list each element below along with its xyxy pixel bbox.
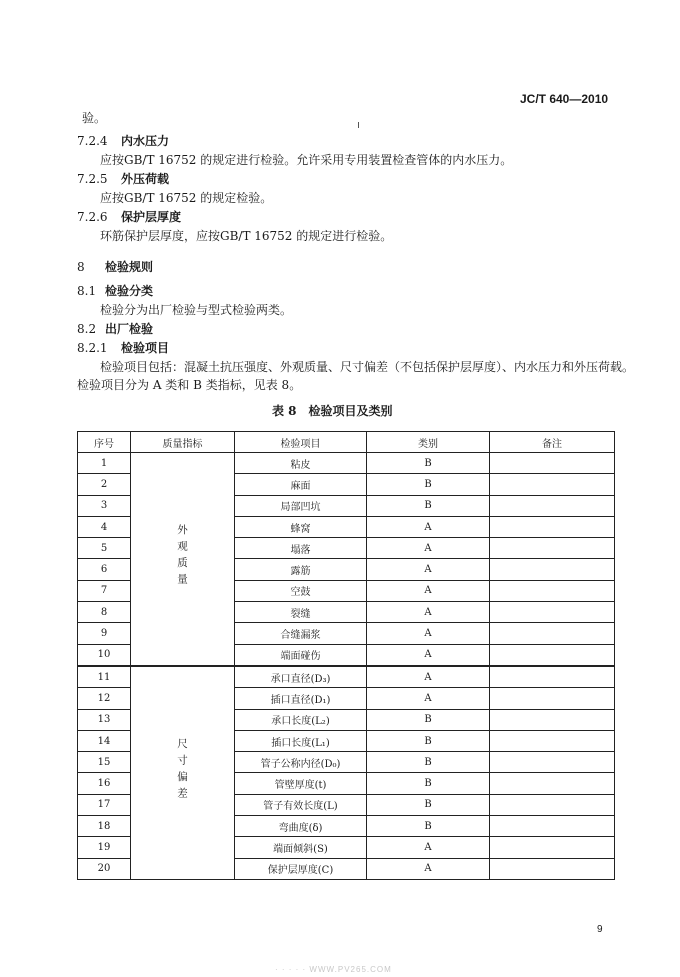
note-cell	[490, 602, 615, 623]
section-number: 8.1	[77, 284, 97, 298]
section-number: 7.2.4	[77, 134, 108, 148]
row-number: 16	[78, 773, 131, 794]
row-number: 9	[78, 623, 131, 644]
row-number: 3	[78, 495, 131, 516]
note-cell	[490, 816, 615, 837]
class-cell: A	[367, 559, 490, 580]
row-number: 2	[78, 474, 131, 495]
page-number: 9	[597, 924, 603, 935]
header-cell: 序号	[78, 432, 131, 453]
table-row	[78, 666, 615, 688]
row-number: 15	[78, 752, 131, 773]
section-7-2-4-heading	[77, 133, 169, 149]
inspection-table	[77, 431, 615, 880]
section-number: 8.2	[77, 322, 97, 336]
item-cell: 管子有效长度(L)	[235, 794, 367, 815]
item-cell: 端面碰伤	[235, 644, 367, 666]
row-number: 10	[78, 644, 131, 666]
row-number: 5	[78, 538, 131, 559]
item-cell: 合缝漏浆	[235, 623, 367, 644]
note-cell	[490, 730, 615, 751]
item-cell: 粘皮	[235, 453, 367, 474]
scan-mark	[358, 122, 359, 128]
class-cell: A	[367, 538, 490, 559]
row-number: 6	[78, 559, 131, 580]
document-id: JC/T 640—2010	[520, 92, 609, 106]
item-cell: 承口直径(D₃)	[235, 666, 367, 688]
item-cell: 插口长度(L₁)	[235, 730, 367, 751]
header-cell: 检验项目	[235, 432, 367, 453]
note-cell	[490, 559, 615, 580]
class-cell: B	[367, 752, 490, 773]
section-number: 8.2.1	[77, 341, 108, 355]
class-cell: B	[367, 773, 490, 794]
row-number: 11	[78, 666, 131, 688]
class-cell: B	[367, 794, 490, 815]
row-number: 8	[78, 602, 131, 623]
note-cell	[490, 580, 615, 601]
item-cell: 局部凹坑	[235, 495, 367, 516]
quality-group-cell	[131, 666, 235, 879]
class-cell: A	[367, 602, 490, 623]
quality-group-cell	[131, 453, 235, 666]
section-title: 检验分类	[105, 284, 154, 298]
note-cell	[490, 688, 615, 709]
note-cell	[490, 644, 615, 666]
item-cell: 插口直径(D₁)	[235, 688, 367, 709]
class-cell: B	[367, 495, 490, 516]
note-cell	[490, 794, 615, 815]
class-cell: B	[367, 709, 490, 730]
section-8-heading	[77, 259, 153, 275]
note-cell	[490, 709, 615, 730]
section-number: 7.2.5	[77, 172, 108, 186]
class-cell: A	[367, 666, 490, 688]
header-cell: 质量指标	[131, 432, 235, 453]
header-cell: 备注	[490, 432, 615, 453]
section-title: 外压荷载	[121, 172, 170, 186]
note-cell	[490, 538, 615, 559]
section-title: 出厂检验	[105, 322, 154, 336]
item-cell: 承口长度(L₂)	[235, 709, 367, 730]
row-number: 1	[78, 453, 131, 474]
watermark: · · · · · WWW.PV265.COM	[275, 965, 392, 974]
section-title: 检验规则	[105, 260, 154, 274]
section-8-2-1-text-1: 检验项目包括：混凝土抗压强度、外观质量、尺寸偏差（不包括保护层厚度）、内水压力和外压荷载。	[100, 360, 635, 374]
class-cell: A	[367, 858, 490, 879]
item-cell: 空鼓	[235, 580, 367, 601]
quality-group-label: 尺寸偏差	[176, 738, 188, 805]
class-cell: A	[367, 516, 490, 537]
row-number: 7	[78, 580, 131, 601]
quality-group-label: 外观质量	[176, 524, 188, 591]
section-title: 保护层厚度	[121, 210, 182, 224]
class-cell: A	[367, 688, 490, 709]
row-number: 12	[78, 688, 131, 709]
item-cell: 弯曲度(δ)	[235, 816, 367, 837]
item-cell: 裂缝	[235, 602, 367, 623]
class-cell: B	[367, 453, 490, 474]
item-cell: 管壁厚度(t)	[235, 773, 367, 794]
row-number: 14	[78, 730, 131, 751]
note-cell	[490, 516, 615, 537]
section-8-2-1-text-2: 检验项目分为 A 类和 B 类指标，见表 8。	[77, 378, 302, 392]
section-number: 8	[77, 260, 85, 274]
class-cell: A	[367, 623, 490, 644]
class-cell: A	[367, 580, 490, 601]
section-title: 内水压力	[121, 134, 170, 148]
row-number: 17	[78, 794, 131, 815]
item-cell: 管子公称内径(D₀)	[235, 752, 367, 773]
class-cell: B	[367, 730, 490, 751]
item-cell: 蜂窝	[235, 516, 367, 537]
note-cell	[490, 752, 615, 773]
note-cell	[490, 858, 615, 879]
header-cell: 类别	[367, 432, 490, 453]
row-number: 4	[78, 516, 131, 537]
table-caption: 表 8 检验项目及类别	[272, 404, 393, 418]
section-7-2-5-heading	[77, 171, 169, 187]
section-8-2-heading	[77, 321, 153, 337]
table-row	[78, 453, 615, 474]
note-cell	[490, 837, 615, 858]
row-number: 20	[78, 858, 131, 879]
section-8-1-text: 检验分为出厂检验与型式检验两类。	[100, 303, 293, 317]
section-7-2-6-text: 环筋保护层厚度，应按GB/T 16752 的规定进行检验。	[100, 229, 393, 243]
section-7-2-4-text: 应按GB/T 16752 的规定进行检验。允许采用专用装置检查管体的内水压力。	[100, 153, 513, 167]
class-cell: A	[367, 644, 490, 666]
section-7-2-6-heading	[77, 209, 181, 225]
section-8-1-heading	[77, 283, 153, 299]
note-cell	[490, 623, 615, 644]
section-title: 检验项目	[121, 341, 170, 355]
class-cell: A	[367, 837, 490, 858]
item-cell: 露筋	[235, 559, 367, 580]
note-cell	[490, 495, 615, 516]
item-cell: 端面倾斜(S)	[235, 837, 367, 858]
continued-text: 验。	[82, 111, 107, 125]
section-8-2-1-heading	[77, 340, 169, 356]
item-cell: 保护层厚度(C)	[235, 858, 367, 879]
row-number: 18	[78, 816, 131, 837]
note-cell	[490, 666, 615, 688]
row-number: 13	[78, 709, 131, 730]
item-cell: 塌落	[235, 538, 367, 559]
item-cell: 麻面	[235, 474, 367, 495]
class-cell: B	[367, 474, 490, 495]
note-cell	[490, 453, 615, 474]
class-cell: B	[367, 816, 490, 837]
table-header-row	[78, 432, 615, 453]
section-7-2-5-text: 应按GB/T 16752 的规定检验。	[100, 191, 273, 205]
note-cell	[490, 474, 615, 495]
row-number: 19	[78, 837, 131, 858]
note-cell	[490, 773, 615, 794]
section-number: 7.2.6	[77, 210, 108, 224]
